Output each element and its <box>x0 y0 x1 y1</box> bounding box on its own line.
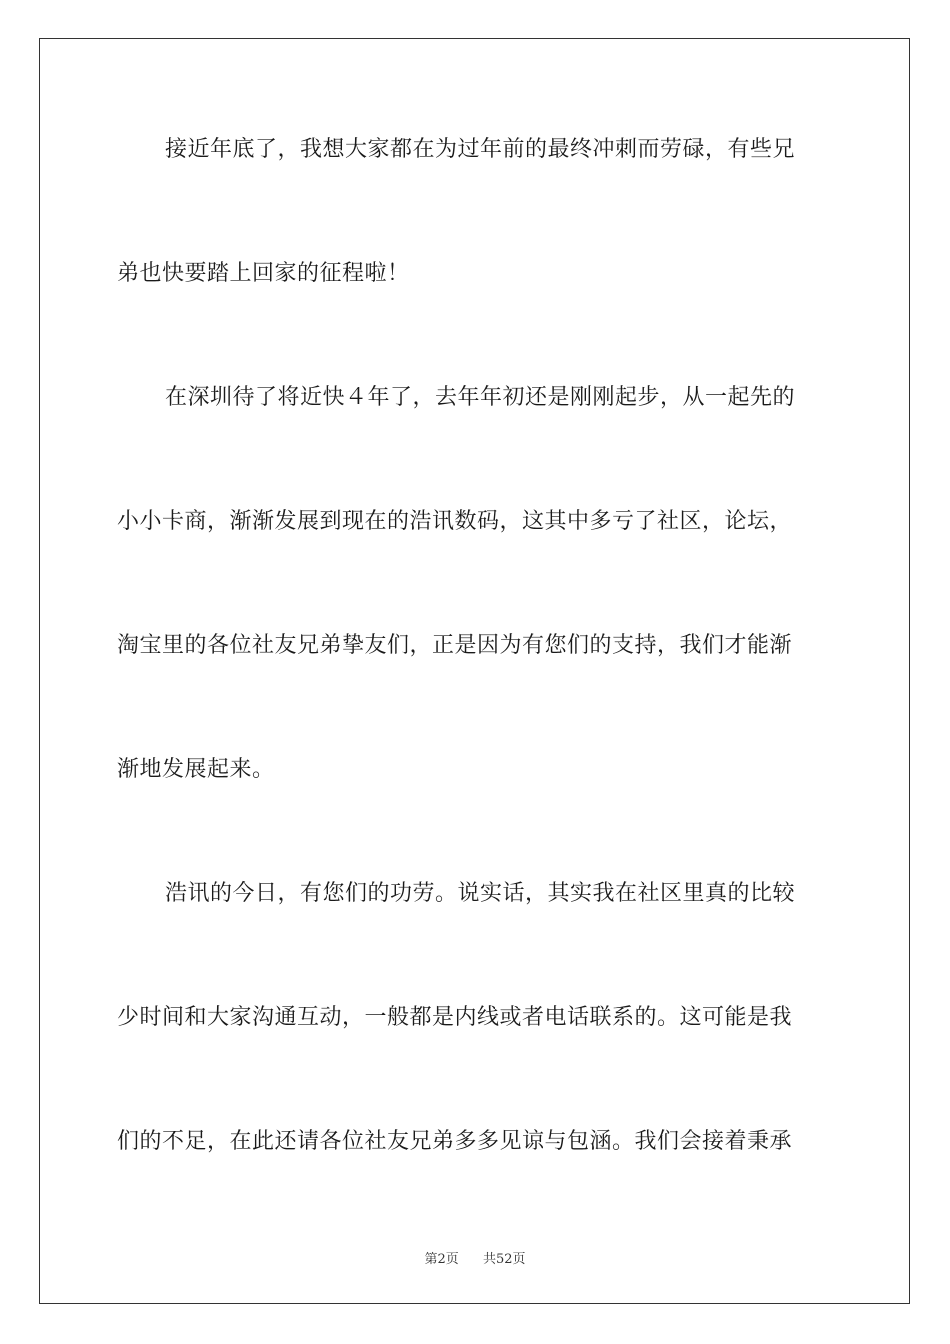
paragraph-2-line-1: 在深圳待了将近快４年了，去年年初还是刚刚起步，从一起先的 <box>165 385 796 410</box>
paragraph-2-line-2: 小小卡商，渐渐发展到现在的浩讯数码，这其中多亏了社区，论坛， <box>117 509 793 534</box>
paragraph-3-line-2: 少时间和大家沟通互动，一般都是内线或者电话联系的。这可能是我 <box>117 1005 793 1030</box>
paragraph-3-line-3: 们的不足，在此还请各位社友兄弟多多见谅与包涵。我们会接着秉承 <box>117 1129 793 1154</box>
paragraph-1-line-2: 弟也快要踏上回家的征程啦！ <box>117 261 410 286</box>
page-number: 第2页 <box>424 1252 459 1267</box>
page-border <box>39 38 910 1304</box>
page-footer <box>0 1248 950 1267</box>
paragraph-1-line-1: 接近年底了，我想大家都在为过年前的最终冲刺而劳碌，有些兄 <box>165 137 796 162</box>
paragraph-3-line-1: 浩讯的今日，有您们的功劳。说实话，其实我在社区里真的比较 <box>165 881 796 906</box>
paragraph-2-line-4: 渐地发展起来。 <box>117 757 275 782</box>
paragraph-2-line-3: 淘宝里的各位社友兄弟挚友们，正是因为有您们的支持，我们才能渐 <box>117 633 793 658</box>
total-pages: 共52页 <box>483 1252 526 1267</box>
